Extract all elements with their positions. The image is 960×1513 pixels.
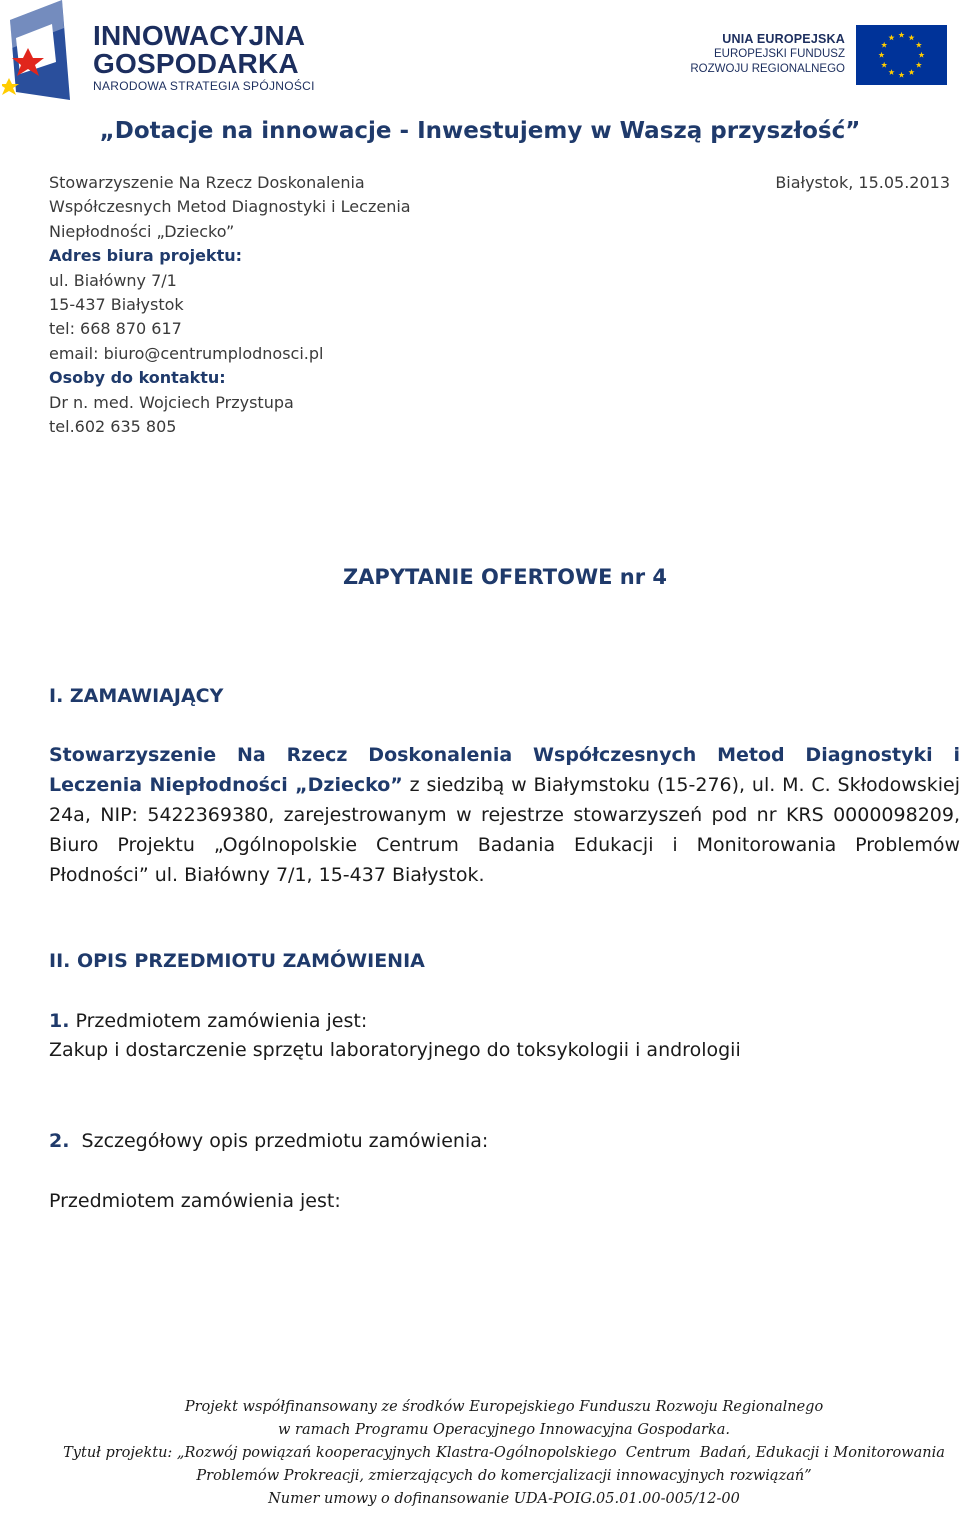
contact-name: Dr n. med. Wojciech Przystupa <box>49 392 294 412</box>
logo-line-gospodarka: GOSPODARKA <box>93 48 299 79</box>
item-1-label-text: Przedmiotem zamówienia jest: <box>69 1010 368 1032</box>
eu-logo <box>690 25 952 87</box>
address-street: ul. Białówny 7/1 <box>49 270 177 290</box>
footer-line: Projekt współfinansowany ze środków Europejskiego Funduszu Rozwoju Regionalnego <box>184 1399 824 1415</box>
sender-phone: tel: 668 870 617 <box>49 319 182 339</box>
item-2-label <box>49 1126 488 1156</box>
item-1-text: Zakup i dostarczenie sprzętu laboratoryjnego do toksykologii i andrologii <box>49 1039 741 1061</box>
document-date: Białystok, 15.05.2013 <box>775 173 950 192</box>
sender-org-line: Stowarzyszenie Na Rzecz Doskonalenia <box>49 173 365 192</box>
document-title: „Dotacje na innowacje - Inwestujemy w Waszą przyszłość” <box>99 118 861 144</box>
footer-line: Tytuł projektu: „Rozwój powiązań kooperacyjnych Klastra-Ogólnopolskiego Centrum Badań, Edukacji i Monitorowania <box>63 1445 945 1461</box>
sender-org-line: Współczesnych Metod Diagnostyki i Leczenia <box>49 197 411 217</box>
orderer-name: Stowarzyszenie Na Rzecz Doskonalenia Współczesnych Metod Diagnostyki i Leczenia Niepłodności „Dziecko” <box>49 744 960 796</box>
eu-line-fundusz: EUROPEJSKI FUNDUSZ <box>714 48 845 60</box>
sender-email: email: biuro@centrumplodnosci.pl <box>49 343 324 363</box>
eu-logo-text <box>690 31 845 77</box>
footer-line: w ramach Programu Operacyjnego Innowacyjna Gospodarka. <box>278 1422 730 1438</box>
item-2-text: Przedmiotem zamówienia jest: <box>49 1190 341 1212</box>
item-2-number: 2. <box>49 1130 70 1152</box>
eu-line-rozwoju: ROZWOJU REGIONALNEGO <box>690 63 845 75</box>
address-heading: Adres biura projektu: <box>49 246 243 266</box>
contacts-heading: Osoby do kontaktu: <box>49 368 226 388</box>
address-city: 15-437 Białystok <box>49 295 184 315</box>
eu-flag-icon <box>856 25 947 85</box>
section-1-heading: I. ZAMAWIAJĄCY <box>49 685 224 707</box>
section-1-paragraph <box>49 740 960 890</box>
footer <box>0 1396 960 1511</box>
sender-org-line: Niepłodności „Dziecko” <box>49 221 235 241</box>
eu-line-unia: UNIA EUROPEJSKA <box>722 32 845 46</box>
item-2-label-text: Szczegółowy opis przedmiotu zamówienia: <box>69 1130 489 1152</box>
logo-line-strategia: NARODOWA STRATEGIA SPÓJNOŚCI <box>93 79 315 93</box>
section-2-heading: II. OPIS PRZEDMIOTU ZAMÓWIENIA <box>49 950 425 972</box>
logo-line-innowacyjna: INNOWACYJNA <box>93 20 306 51</box>
item-1-label <box>49 1006 367 1036</box>
contact-phone: tel.602 635 805 <box>49 417 177 437</box>
item-1-number: 1. <box>49 1010 70 1032</box>
sender-block <box>49 171 569 439</box>
footer-line: Problemów Prokreacji, zmierzających do komercjalizacji innowacyjnych rozwiązań” <box>196 1468 812 1484</box>
flag-star-emblem-icon <box>2 0 90 100</box>
inquiry-heading: ZAPYTANIE OFERTOWE nr 4 <box>342 565 668 589</box>
footer-line: Numer umowy o dofinansowanie UDA-POIG.05.01.00-005/12-00 <box>268 1491 740 1507</box>
orderer-details: z siedzibą w Białymstoku (15-276), ul. M. C. Skłodowskiej 24a, NIP: 5422369380, zarejestrowanym w rejestrze stowarzyszeń pod nr KRS 0000098209, Biuro Projektu „Ogólnopolskie Centrum Badania Edukacji i Monitorowania Problemów Płodności” ul. Białówny 7/1, 15-437 Białystok. <box>49 774 960 886</box>
innowacyjna-gospodarka-logo <box>0 0 330 100</box>
